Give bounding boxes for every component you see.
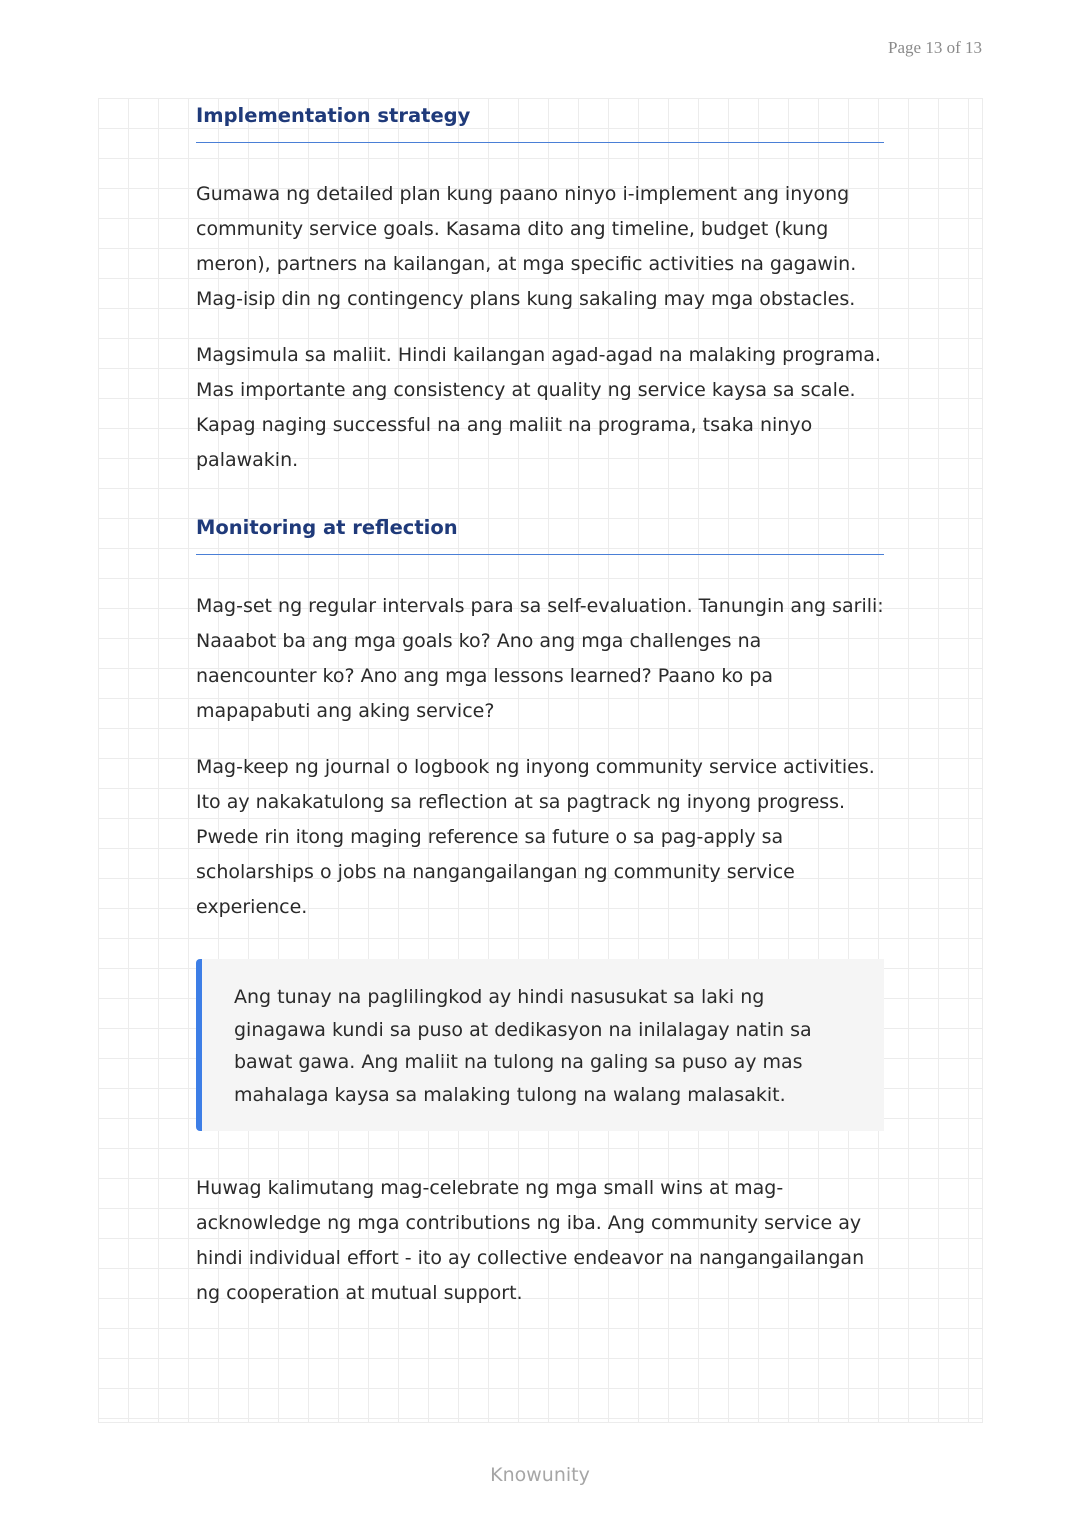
paragraph: Gumawa ng detailed plan kung paano ninyo i-implement ang inyong community service goals. Kasama dito ang timeline, budget (kung meron), partners na kailangan, at mga specific activities na gagawin. Mag-isip din ng contingency plans kung sakaling may mga obstacles. [196, 183, 857, 310]
footer-brand: Knowunity [490, 1464, 590, 1486]
quote-box [196, 959, 884, 1131]
section-heading-implementation: Implementation strategy [196, 100, 884, 143]
document-content [196, 100, 884, 1311]
section-heading-monitoring: Monitoring at reflection [196, 512, 884, 555]
quote-text: Ang tunay na paglilingkod ay hindi nasusukat sa laki ng ginagawa kundi sa puso at dedikasyon na inilalagay natin sa bawat gawa. Ang maliit na tulong na galing sa puso ay mas mahalaga kaysa sa malaking tulong na walang malasakit. [234, 986, 812, 1106]
paragraph: Mag-set ng regular intervals para sa self-evaluation. Tanungin ang sarili: Naaabot ba ang mga goals ko? Ano ang mga challenges na naencounter ko? Ano ang mga lessons learned? Paano ko pa mapapabuti ang aking service? [196, 595, 884, 722]
page-number: Page 13 of 13 [888, 38, 982, 57]
paragraph: Mag-keep ng journal o logbook ng inyong community service activities. Ito ay nakakatulong sa reflection at sa pagtrack ng inyong progress. Pwede rin itong maging reference sa future o sa pag-apply sa scholarships o jobs na nangangailangan ng community service experience. [196, 756, 875, 918]
closing-paragraph: Huwag kalimutang mag-celebrate ng mga small wins at mag-acknowledge ng mga contributions ng iba. Ang community service ay hindi individual effort - ito ay collective endeavor na nangangailangan ng cooperation at mutual support. [196, 1177, 865, 1304]
paragraph: Magsimula sa maliit. Hindi kailangan agad-agad na malaking programa. Mas importante ang consistency at quality ng service kaysa sa scale. Kapag naging successful na ang maliit na programa, tsaka ninyo palawakin. [196, 344, 881, 471]
